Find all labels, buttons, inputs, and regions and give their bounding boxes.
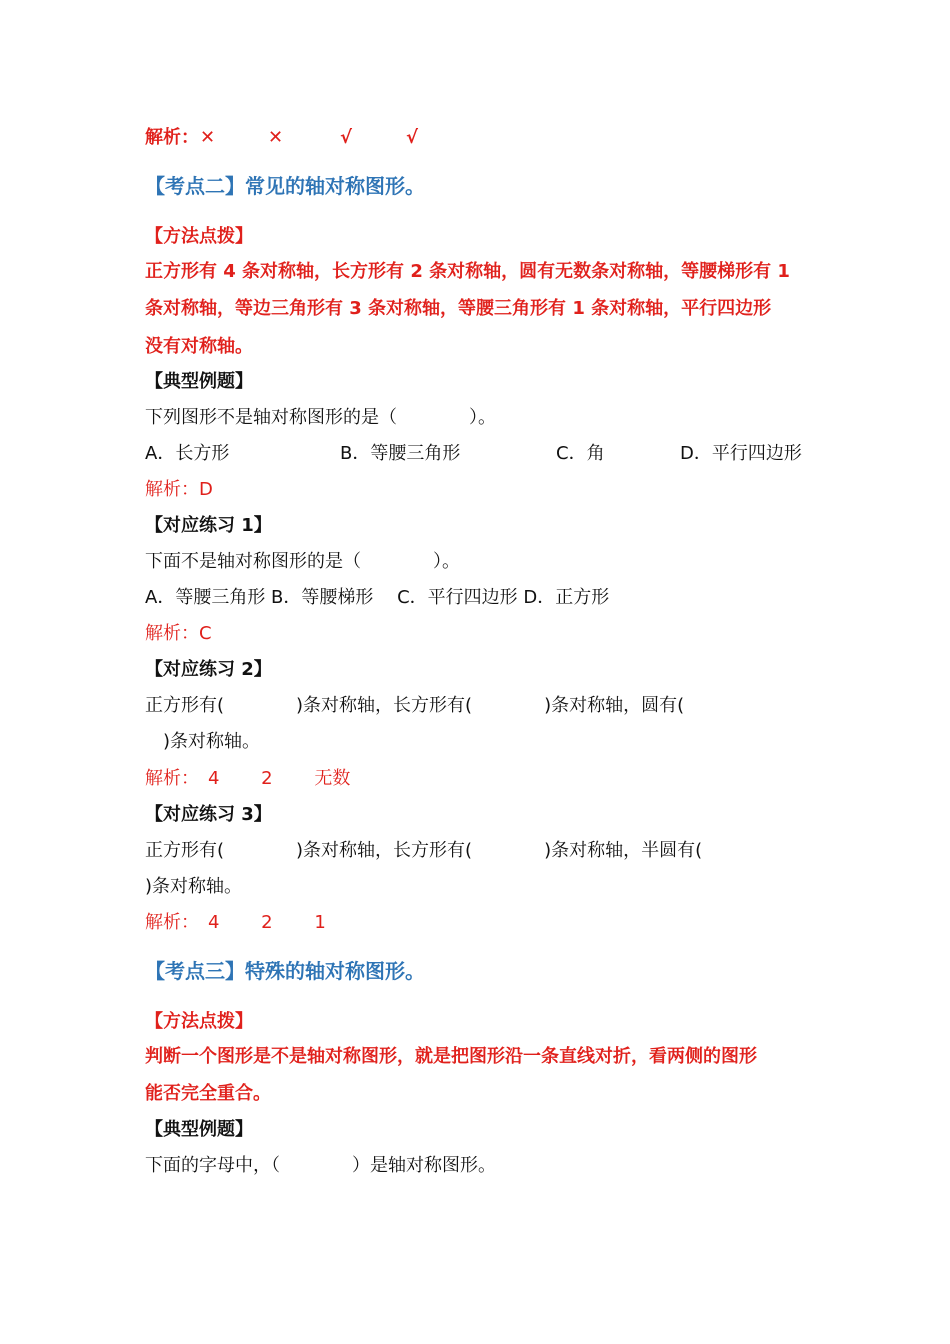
cross-mark: ✕ [200, 127, 216, 148]
method-text-line: 能否完全重合。 [145, 1083, 271, 1104]
cross-mark: ✕ [268, 127, 284, 148]
option-c: C．角 [556, 443, 605, 464]
practice-question-cont: )条对称轴。 [145, 731, 261, 752]
check-mark: √ [340, 127, 353, 148]
method-text-line: 条对称轴，等边三角形有 3 条对称轴，等腰三角形有 1 条对称轴，平行四边形 [145, 298, 772, 319]
practice-question: 正方形有( )条对称轴，长方形有( )条对称轴，半圆有( [145, 840, 703, 861]
practice-heading: 【对应练习 1】 [145, 515, 272, 536]
example-question: 下面的字母中，（ ）是轴对称图形。 [145, 1155, 496, 1176]
practice-question-cont: )条对称轴。 [145, 876, 243, 897]
method-text-line: 正方形有 4 条对称轴，长方形有 2 条对称轴，圆有无数条对称轴，等腰梯形有 1 [145, 261, 790, 282]
section-title: 【考点二】常见的轴对称图形。 [145, 174, 425, 198]
option-d: D．平行四边形 [680, 443, 802, 464]
practice-question: 下面不是轴对称图形的是（ ）。 [145, 551, 460, 572]
method-text-line: 没有对称轴。 [145, 336, 253, 357]
practice-answer: 解析： 4 2 无数 [145, 768, 351, 789]
practice-options: A．等腰三角形 B．等腰梯形 C．平行四边形 D．正方形 [145, 587, 610, 608]
option-b: B．等腰三角形 [340, 443, 461, 464]
practice-answer: 解析： 4 2 1 [145, 912, 326, 933]
option-a: A．长方形 [145, 443, 230, 464]
method-heading: 【方法点拨】 [145, 226, 253, 247]
method-text-line: 判断一个图形是不是轴对称图形，就是把图形沿一条直线对折，看两侧的图形 [145, 1046, 757, 1067]
section-title: 【考点三】特殊的轴对称图形。 [145, 959, 425, 983]
example-heading: 【典型例题】 [145, 1119, 253, 1140]
example-question: 下列图形不是轴对称图形的是（ ）。 [145, 407, 496, 428]
practice-answer: 解析：C [145, 623, 212, 644]
check-mark: √ [406, 127, 419, 148]
answer-label: 解析： [145, 127, 199, 148]
example-heading: 【典型例题】 [145, 371, 253, 392]
practice-question: 正方形有( )条对称轴，长方形有( )条对称轴，圆有( [145, 695, 685, 716]
practice-heading: 【对应练习 3】 [145, 804, 272, 825]
example-answer: 解析：D [145, 479, 213, 500]
practice-heading: 【对应练习 2】 [145, 659, 272, 680]
method-heading: 【方法点拨】 [145, 1011, 253, 1032]
